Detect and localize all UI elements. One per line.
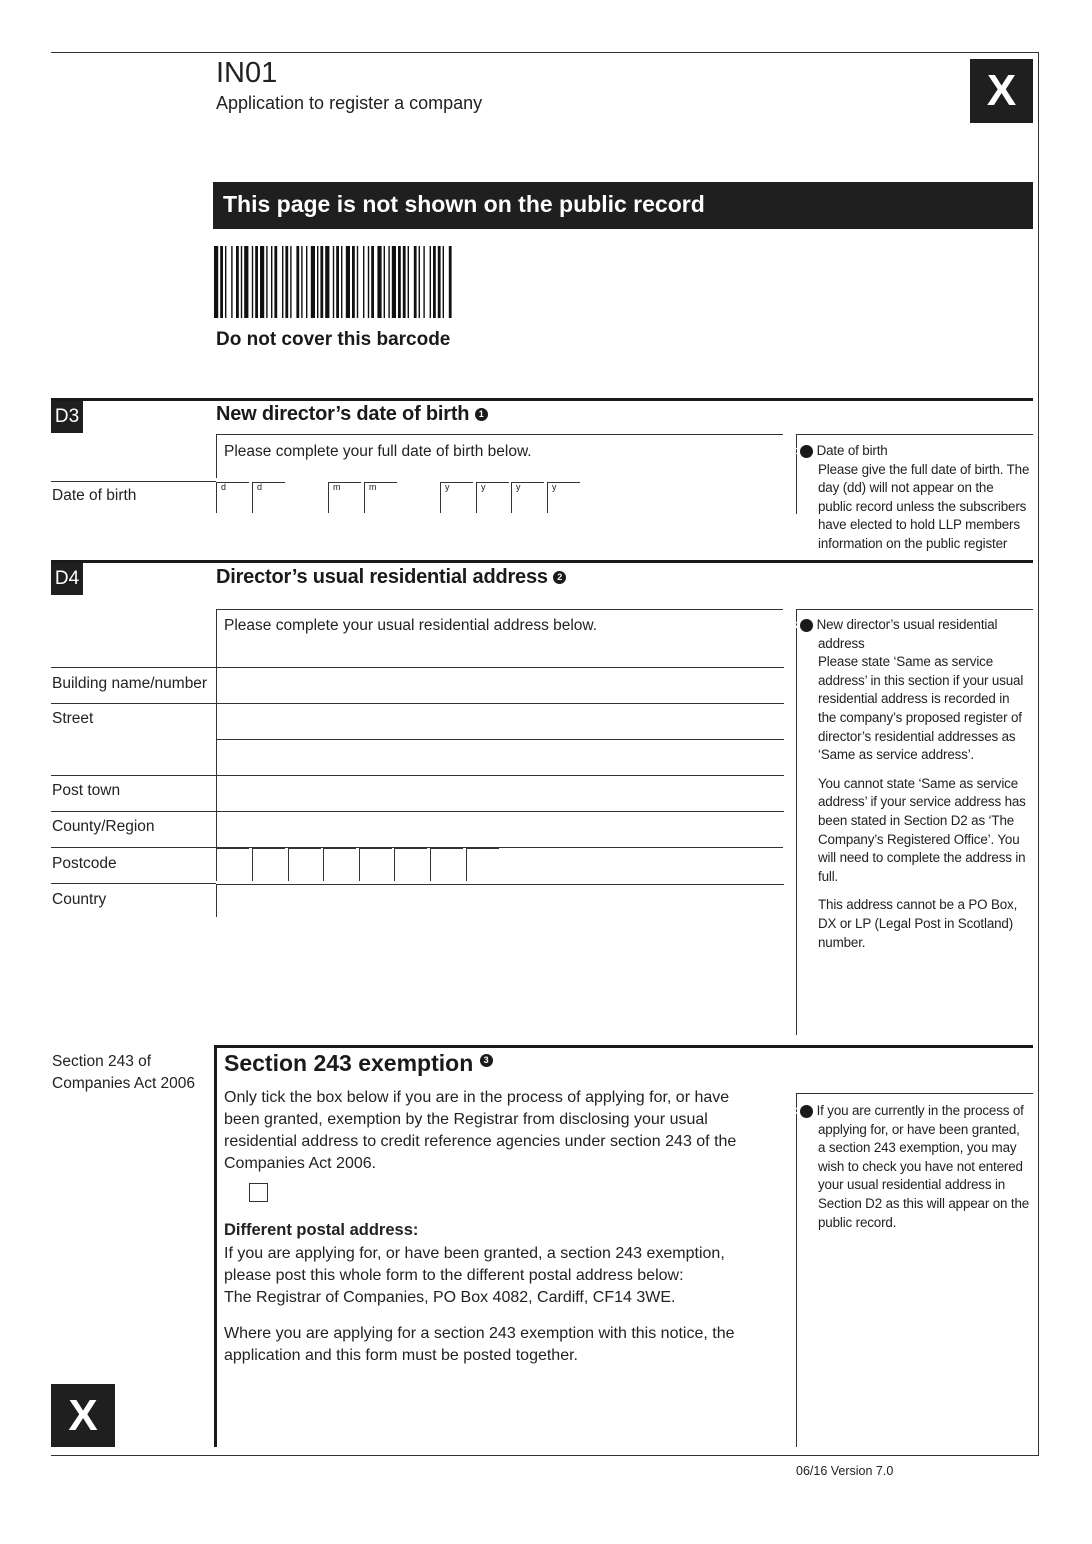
barcode-bar xyxy=(255,246,258,318)
s243-note-left xyxy=(796,1093,797,1447)
s243-note-text: If you are currently in the process of applying for, or have been granted, a section 243 exemption, you may wish to check you have not entered your usual residential address in Section D2 as this will appear on the public record. xyxy=(816,1103,1030,1230)
barcode-bar xyxy=(392,246,396,318)
barcode-bar xyxy=(449,246,452,318)
barcode-bar xyxy=(346,246,350,318)
barcode-bar xyxy=(266,246,267,318)
postal-address: The Registrar of Companies, PO Box 4082, Cardiff, CF14 3WE. xyxy=(224,1289,676,1306)
postal-heading: Different postal address: xyxy=(224,1221,419,1239)
dob-year-4[interactable] xyxy=(547,482,580,513)
street-input-2[interactable] xyxy=(216,739,784,776)
barcode-bar xyxy=(317,246,318,318)
barcode-bar xyxy=(371,246,374,318)
posttown-label: Post town xyxy=(52,782,121,799)
barcode-bar xyxy=(377,246,381,318)
barcode-bar xyxy=(231,246,232,318)
version-label: 06/16 Version 7.0 xyxy=(796,1464,894,1478)
bottom-rule xyxy=(51,1455,1039,1456)
dob-year-1[interactable] xyxy=(440,482,473,513)
d4-instruction-left xyxy=(216,609,217,667)
barcode-bar xyxy=(363,246,364,318)
dob-month-1-mark: m xyxy=(333,482,341,492)
d4-note-top xyxy=(796,609,1033,610)
barcode-bar xyxy=(274,246,277,318)
street-input-1[interactable] xyxy=(216,703,784,740)
d4-title xyxy=(216,566,566,589)
d4-instruction: Please complete your usual residential address below. xyxy=(224,617,598,634)
x-mark-top: X xyxy=(970,59,1033,123)
d3-note-top xyxy=(796,434,1033,435)
s243-checkbox[interactable] xyxy=(249,1183,268,1202)
form-code: IN01 xyxy=(216,57,278,89)
postcode-cell-1[interactable] xyxy=(216,848,249,881)
building-label: Building name/number xyxy=(52,675,208,692)
county-label: County/Region xyxy=(52,818,155,835)
d4-note xyxy=(795,616,1028,962)
d3-note-ref-icon: 1 xyxy=(475,408,488,421)
d4-note-left xyxy=(796,609,797,1035)
postcode-cell-5[interactable] xyxy=(359,848,392,881)
barcode-bar xyxy=(388,246,389,318)
barcode-caption: Do not cover this barcode xyxy=(216,329,451,350)
s243-note-ref-icon: 3 xyxy=(480,1054,493,1067)
dob-label: Date of birth xyxy=(52,487,137,504)
d4-badge: D4 xyxy=(51,563,83,595)
s243-left-bar xyxy=(214,1045,217,1447)
d3-title xyxy=(216,403,488,426)
d3-instruction-left xyxy=(216,434,217,478)
s243-note-icon: 3 xyxy=(800,1105,813,1118)
postcode-cell-7[interactable] xyxy=(430,848,463,881)
dob-month-2[interactable] xyxy=(364,482,397,513)
form-title: Application to register a company xyxy=(216,93,483,113)
barcode-bar xyxy=(384,246,385,318)
barcode-bar xyxy=(311,246,315,318)
country-label-rule xyxy=(51,883,216,884)
s243-note-top xyxy=(796,1093,1033,1094)
building-input[interactable] xyxy=(216,667,784,704)
d3-note-text: Please give the full date of birth. The day (dd) will not appear on the public record unless the subscribers have elected to hold LLP members information on the public register xyxy=(818,461,1030,551)
barcode-bar xyxy=(408,246,409,318)
d4-note-p2: You cannot state ‘Same as service address’ if your service address has been stated in Section D2 as ‘The Company’s Registered Office’. You will need to complete the address in full. xyxy=(818,775,1026,884)
d3-note xyxy=(795,442,1030,564)
d4-note-p1: Please state ‘Same as service address’ in this section if your usual residential address is recorded in the company’s proposed register of director’s residential addresses as ‘Same as service address’. xyxy=(818,654,1024,763)
barcode-bar xyxy=(282,246,283,318)
d4-title-text: Director’s usual residential address xyxy=(216,566,548,588)
barcode-bar xyxy=(290,246,291,318)
dob-month-2-mark: m xyxy=(369,482,377,492)
d4-note-p3: This address cannot be a PO Box, DX or LP (Legal Post in Scotland) number. xyxy=(818,897,1018,950)
posttown-input[interactable] xyxy=(216,775,784,812)
barcode-bar xyxy=(244,246,248,318)
d4-note-heading: New director’s usual residential address xyxy=(816,617,998,651)
barcode-bar xyxy=(225,246,226,318)
d3-instruction: Please complete your full date of birth below. xyxy=(224,443,532,460)
barcode-bar xyxy=(414,246,417,318)
barcode-bar xyxy=(352,246,355,318)
dob-month-1[interactable] xyxy=(328,482,361,513)
barcode-bar xyxy=(252,246,253,318)
d3-note-icon: 1 xyxy=(800,445,813,458)
barcode-bar xyxy=(438,246,441,318)
banner-text: This page is not shown on the public record xyxy=(223,191,705,217)
dob-label-rule xyxy=(51,481,216,482)
barcode-bar xyxy=(341,246,342,318)
dob-year-1-mark: y xyxy=(445,482,450,492)
s243-side-label-2: Companies Act 2006 xyxy=(52,1075,196,1092)
public-record-banner xyxy=(213,182,1033,229)
dob-year-4-mark: y xyxy=(552,482,557,492)
barcode-bar xyxy=(419,246,420,318)
d3-instruction-top xyxy=(216,434,783,435)
street-label: Street xyxy=(52,710,94,727)
top-rule xyxy=(51,52,1039,53)
s243-note xyxy=(795,1102,1030,1242)
s243-side-label-1: Section 243 of xyxy=(52,1053,152,1070)
barcode-bar xyxy=(220,246,223,318)
dob-day-1-mark: d xyxy=(221,482,227,492)
barcode-bar xyxy=(336,246,339,318)
barcode-bar xyxy=(430,246,431,318)
dob-year-3[interactable] xyxy=(511,482,544,513)
barcode-bar xyxy=(301,246,302,318)
country-input[interactable] xyxy=(216,884,784,917)
barcode-bar xyxy=(357,246,358,318)
barcode-bar xyxy=(236,246,239,318)
county-input[interactable] xyxy=(216,811,784,848)
barcode-bar xyxy=(260,246,264,318)
barcode-bar xyxy=(306,246,307,318)
dob-year-2[interactable] xyxy=(476,482,509,513)
d3-title-text: New director’s date of birth xyxy=(216,403,470,425)
postcode-cell-8[interactable] xyxy=(466,848,499,881)
postcode-label-rule xyxy=(51,847,216,848)
county-label-rule xyxy=(51,811,216,812)
barcode-bar xyxy=(214,246,218,318)
barcode-bar xyxy=(285,246,288,318)
s243-side-label xyxy=(52,1051,195,1095)
postcode-cell-4[interactable] xyxy=(323,848,356,881)
together-text: Where you are applying for a section 243 exemption with this notice, the application and this form must be posted together. xyxy=(224,1325,735,1364)
postal-text: If you are applying for, or have been granted, a section 243 exemption, please post this whole form to the different postal address below: xyxy=(224,1245,725,1284)
s243-title-text: Section 243 exemption xyxy=(224,1050,474,1076)
posttown-label-rule xyxy=(51,775,216,776)
street-label-rule xyxy=(51,703,216,704)
s243-top-rule xyxy=(215,1045,1033,1048)
x-mark-bottom: X xyxy=(51,1384,115,1447)
dob-year-3-mark: y xyxy=(516,482,521,492)
barcode-bar xyxy=(296,246,299,318)
dob-day-2[interactable] xyxy=(252,482,285,513)
barcode-bar xyxy=(433,246,436,318)
s243-intro: Only tick the box below if you are in the process of applying for, or have been granted, exemption by the Registrar from disclosing your usual residential address to credit reference agencies under section 243 of the Companies Act 2006. xyxy=(224,1089,737,1172)
d4-instruction-top xyxy=(216,609,783,610)
barcode-bar xyxy=(403,246,406,318)
dob-day-1[interactable] xyxy=(216,482,249,513)
postcode-cell-6[interactable] xyxy=(394,848,427,881)
barcode-bar xyxy=(241,246,242,318)
barcode-bar xyxy=(423,246,424,318)
dob-year-2-mark: y xyxy=(481,482,486,492)
barcode-bar xyxy=(368,246,369,318)
barcode-bar xyxy=(398,246,401,318)
postcode-cell-2[interactable] xyxy=(252,848,285,881)
postcode-label: Postcode xyxy=(52,855,117,872)
country-label: Country xyxy=(52,891,107,908)
d4-note-icon: 2 xyxy=(800,619,813,632)
s243-title xyxy=(224,1050,493,1077)
barcode-bar xyxy=(443,246,444,318)
d4-top-rule xyxy=(51,560,1033,563)
building-label-rule xyxy=(51,667,216,668)
d4-note-ref-icon: 2 xyxy=(553,571,566,584)
barcode-bar xyxy=(325,246,329,318)
postcode-cell-3[interactable] xyxy=(288,848,321,881)
barcode-bar xyxy=(333,246,334,318)
barcode-image xyxy=(214,246,596,318)
right-rule xyxy=(1038,52,1039,1456)
barcode-bar xyxy=(320,246,323,318)
d3-note-heading: Date of birth xyxy=(816,443,888,458)
d3-top-rule xyxy=(51,398,1033,401)
barcode-bar xyxy=(271,246,272,318)
d3-badge: D3 xyxy=(51,401,83,433)
dob-day-2-mark: d xyxy=(257,482,263,492)
